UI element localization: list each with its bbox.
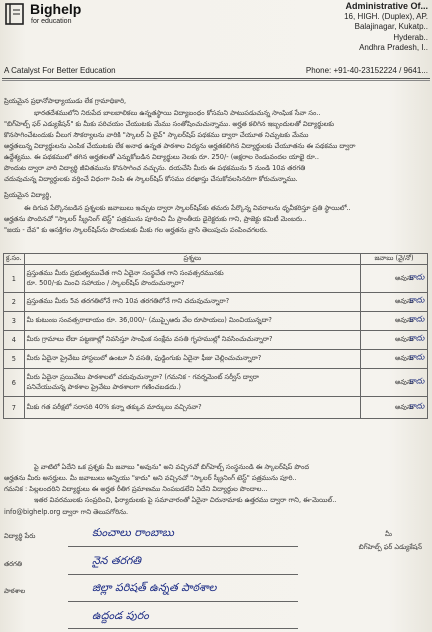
handwritten-answer: కాదు: [409, 271, 425, 281]
footer-line: గమనిక : పిల్లలందరిని విద్యార్థులు ఈ అర్హత రీతిగ ప్రమాణము నింపబడలేని ఏదేని విద్యార్థుల పొందాల...: [4, 485, 268, 493]
paragraph-line: అర్హతను పొందినచో "స్కాలర్ స్క్రీనింగ్ టెస్ట్" పత్రమును పూరించి మీ ప్రాంతీయ డైరెక్టరుకు గాని, ప్రాజెక్టు కమిటీ మెంబరు..: [4, 215, 307, 223]
answer-option: అవును: [395, 297, 414, 305]
question-text: మీరు ఏదైనా ప్రైవేటు హాస్టలులో ఉంటూ నీ వసతి, ఫుడ్డింగుకు ఏదైనా ఫీజు చెల్లించుచున్నారా?: [26, 354, 262, 362]
handwritten-answer: కాదు: [409, 295, 425, 305]
table-header-row: [4, 254, 428, 265]
sign-organization: బిగ్‌హెల్ప్ ఫర్ ఎడ్యుకేషన్: [358, 543, 422, 551]
answer-cell[interactable]: [361, 312, 428, 331]
question-cell: [24, 293, 360, 312]
paragraph-line: ఈ దిగువ పేర్కొనబడిన ప్రశ్నలకు జవాబులు ఇచ్చుట ద్వారా స్కాలర్‌షిప్‌కు తమరు పేర్కొన్న వివరాలను ధృవీకరిస్తూ ప్రతి స్థాయిలో..: [24, 204, 351, 212]
book-logo-icon: [4, 2, 26, 26]
phone-number: Phone: +91-40-23152224 / 9641...: [305, 66, 428, 75]
address-title: Administrative Of...: [345, 1, 428, 11]
handwritten-answer: కాదు: [409, 352, 425, 362]
question-cell: [24, 265, 360, 293]
footer-line: ఇతర వివరములకు సంప్రదించి, ఫిర్యాదులకు పై సమాచారంతో ఏదైనా చిరునామాకు ఉత్తరము ద్వారా గాని, ఈ-మెయిల్..: [34, 496, 337, 504]
paragraph-line: అర్హతలున్న విద్యార్థులను ఎంపిక చేయుటకు లేక అనాథ ఉన్నత పాఠశాల విద్యను అర్హతకలిగిన విద్యార్థులకు చేయూతను ఈ పథకము ద్వారా: [4, 142, 356, 150]
sign-to: మీ: [385, 530, 392, 538]
paragraph-line: ఉద్దేశ్యము. ఈ పథకములో తగిన అర్హతలతో ఎన్నుకోబడిన విద్యార్థులు నెలకు రూ. 250/- (అక్షరాల రెండువందల యాభై రూ..: [4, 153, 319, 161]
tagline: A Catalyst For Better Education: [4, 66, 116, 75]
form-underline: [68, 601, 298, 602]
column-header: జవాబు (వై/నో): [361, 254, 428, 265]
student-name-value[interactable]: కుంచాలు రాంబాబు: [92, 526, 174, 539]
answer-cell[interactable]: [361, 369, 428, 397]
salutation: ప్రియమైన ప్రధానోపాధ్యాయుడు లేక గ్రామాధికారి,: [4, 97, 127, 105]
greeting-student: ప్రియమైన విద్యార్థి,: [4, 191, 52, 199]
question-text: మీరు ఏదైనా ప్రయివేటు పాఠశాలలో చదువుచున్నారా? (గమనిక - గవర్నమెంట్ సర్వీస్ ద్వారా: [26, 372, 259, 381]
column-header: క్ర.సం.: [4, 254, 25, 265]
contact-email-line[interactable]: info@bighelp.org ద్వారా గాని తెలుపగోరిను.: [4, 508, 129, 516]
paragraph-line: కొనసాగించేటందుకు వీలుగ సౌకర్యాలను వారికి "స్కాలర్ ఏ లైవ్" స్కాలర్‌షిప్ పథకము ద్వారా చేయూత నిచ్చుటకు మేము: [4, 131, 309, 139]
handwritten-answer: కాదు: [409, 314, 425, 324]
table-row: [4, 293, 428, 312]
class-label: తరగతి: [4, 560, 23, 568]
answer-option: అవును: [395, 273, 414, 282]
answer-option: అవును: [395, 377, 414, 386]
question-text: ప్రస్తుతము మీరు 5వ తరగతిలోనే గాని 10వ తరగతిలోనే గాని చదువుచున్నారా?: [26, 297, 230, 305]
paragraph-line: చదువుచున్న విద్యార్థులకు వర్తించే విధంగా నింపి ఈ స్కాలర్‌షిప్ కోసము దరఖాస్తు చేసుకోవలసినదిగా కోరుచున్నాము.: [4, 175, 298, 183]
table-row: [4, 265, 428, 293]
header-divider: [2, 78, 430, 79]
footer-line: అర్హతను మీరు అనర్హులు. మీ జవాబులు అన్నియు "కాదు" అని వచ్చినచో "స్కాలర్ స్క్రీనింగ్ టెస్ట్" పత్రమును పూరి..: [4, 474, 297, 482]
handwritten-answer: కాదు: [409, 333, 425, 343]
question-cell: [24, 397, 360, 419]
question-text: పనిచేయుచున్న పాఠశాల ప్రైవేటు పాఠశాలగా గణించబడదు.): [26, 382, 181, 391]
question-cell: [24, 350, 360, 369]
row-number: 3: [4, 312, 25, 331]
answer-cell[interactable]: [361, 350, 428, 369]
question-cell: [24, 369, 360, 397]
class-value[interactable]: నైన తరగతి: [92, 554, 142, 567]
brand-name: Bighelp: [30, 1, 82, 17]
table-row: [4, 331, 428, 350]
school-value[interactable]: జిల్లా పరిషత్ ఉన్నత పాఠశాల: [92, 581, 217, 594]
answer-cell[interactable]: [361, 397, 428, 419]
form-underline: [68, 574, 298, 575]
address-block: [344, 1, 428, 54]
student-name-label: విద్యార్థి పేరు: [4, 532, 36, 540]
eligibility-table: [3, 253, 428, 419]
footer-line: పై వాటిలో ఏదేని ఒక ప్రశ్నకు మీ జవాబు "అవును" అని వచ్చినచో బిగ్‌హెల్ప్ సంస్థనుండి ఈ స్కాలర్‌షిప్ పొంద: [34, 463, 310, 471]
address-line: Hyderab..: [393, 32, 428, 42]
table-row: [4, 312, 428, 331]
table-row: [4, 397, 428, 419]
handwritten-answer: కాదు: [409, 375, 425, 385]
place-value[interactable]: ఉద్దండ పురం: [92, 609, 149, 622]
table-row: [4, 350, 428, 369]
question-cell: [24, 312, 360, 331]
address-line: Balajinagar, Kukatp..: [354, 22, 428, 31]
question-text: రూ. 500/-కు మించి సహాయం / స్కాలర్‌షిప్ పొందుచున్నారా?: [26, 278, 185, 287]
row-number: 6: [4, 369, 25, 397]
row-number: 5: [4, 350, 25, 369]
paragraph-line: భారతదేశములోని నిరుపేద బాలబాలికలు ఉన్నతస్థాయి విద్యాబంధం కోసమని పాటుపడుచున్న సాంఘిక సేవా సం..: [34, 109, 321, 117]
school-label: పాఠశాల: [4, 587, 26, 595]
question-text: ప్రస్తుతము మీరు ప్రభుత్వముచేత గాని ఏదైనా సంస్థచేత గాని సంవత్సరమునకు: [26, 268, 224, 277]
answer-option: అవును: [395, 335, 414, 343]
answer-cell[interactable]: [361, 265, 428, 293]
question-text: మీ కుటుంబ సంవత్సరాదాయం రూ. 36,000/- (ముప్పైఆరు వేల రూపాయలు) మించియున్నదా?: [26, 316, 272, 324]
handwritten-answer: కాదు: [409, 400, 425, 410]
question-text: మీరు గ్రామాలు లేదా పట్టణాల్లో నివసిస్తూ సాంఘిక సంక్షేమ వసతి గృహముల్లో నివసించుచున్నారా?: [26, 335, 273, 343]
row-number: 2: [4, 293, 25, 312]
question-text: మీకు గత పరీక్షలో సరాసరి 40% కన్నా తక్కువ మార్కులు వచ్చినవా?: [26, 402, 202, 411]
column-header: ప్రశ్నలు: [24, 254, 360, 265]
row-number: 1: [4, 265, 25, 293]
answer-option: అవును: [395, 316, 414, 324]
paragraph-line: "జయ - దేవ" కు ఆసక్తిగల స్కాలర్‌షిప్‌ను పొందుటకు మీకు గల అర్హతను వ్రాసి తెలుపుచు పంపించగలరు.: [4, 226, 268, 234]
answer-option: అవును: [395, 402, 414, 411]
table-row: [4, 369, 428, 397]
address-line: Andhra Pradesh, I..: [359, 43, 428, 52]
answer-cell[interactable]: [361, 293, 428, 312]
form-underline: [68, 546, 298, 547]
question-cell: [24, 331, 360, 350]
form-underline: [68, 628, 298, 629]
answer-cell[interactable]: [361, 331, 428, 350]
address-line: 16, HIGH. (Duplex), AP.: [344, 11, 428, 21]
header-divider: [2, 80, 430, 81]
answer-option: అవును: [395, 354, 414, 362]
paragraph-line: పొందుట ద్వారా వారి విద్యార్థి జీవితమును కొనసాగించ వచ్చును. దయచేసి మీరు ఈ పథకమును 5 నుండి 10వ తరగతి: [4, 164, 306, 172]
row-number: 4: [4, 331, 25, 350]
brand-subtitle: for education: [31, 18, 72, 25]
row-number: 7: [4, 397, 25, 419]
paragraph-line: "బిగ్‌హెల్ప్ ఫర్ ఎడ్యుకేషన్" కు మీకు పరిచయం చేయుటకు మేము సంతోషించుచున్నాము. అర్హత కలిగిన ఇబ్బందులతో విద్యార్థులకు: [4, 120, 335, 128]
